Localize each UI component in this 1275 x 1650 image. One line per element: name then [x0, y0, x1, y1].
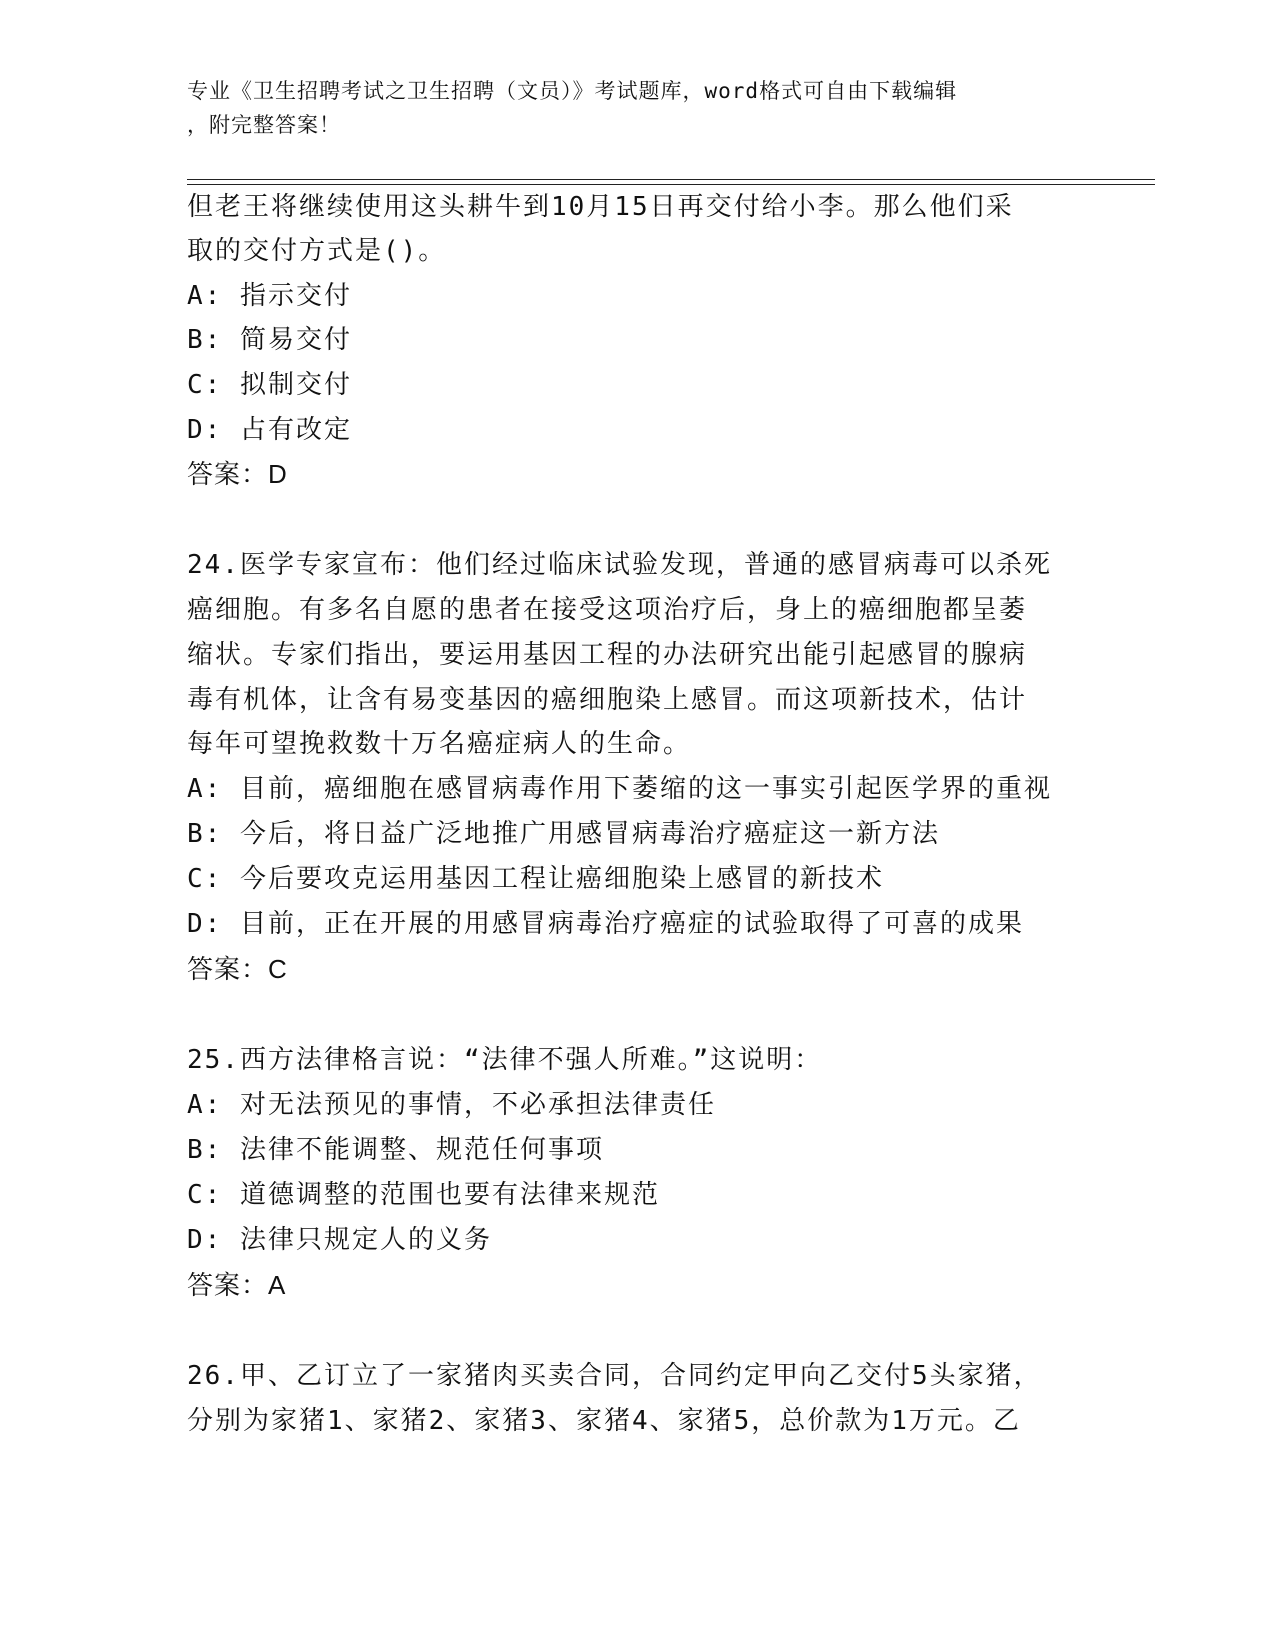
q23-answer: 答案：D: [187, 459, 288, 489]
q25-text-line: 25.西方法律格言说：“法律不强人所难。”这说明：: [187, 1045, 823, 1075]
q25-option-b: B: 法律不能调整、规范任何事项: [187, 1135, 604, 1165]
header-line-1: 专业《卫生招聘考试之卫生招聘（文员）》考试题库，word格式可自由下载编辑: [187, 79, 958, 103]
q26-text-line: 26.甲、乙订立了一家猪肉买卖合同，合同约定甲向乙交付5头家猪，: [187, 1361, 1042, 1391]
q24-text-line: 24.医学专家宣布：他们经过临床试验发现，普通的感冒病毒可以杀死: [187, 550, 1052, 580]
q25-option-c: C: 道德调整的范围也要有法律来规范: [187, 1180, 660, 1210]
q24-option-b: B: 今后，将日益广泛地推广用感冒病毒治疗癌症这一新方法: [187, 819, 940, 849]
q25-option-d: D: 法律只规定人的义务: [187, 1225, 492, 1255]
q25-option-a: A: 对无法预见的事情，不必承担法律责任: [187, 1090, 716, 1120]
q25-answer: 答案：A: [187, 1270, 287, 1300]
q23-option-d: D: 占有改定: [187, 415, 352, 445]
q23-text-line: 但老王将继续使用这头耕牛到10月15日再交付给小李。那么他们采: [187, 192, 1014, 222]
q24-option-a: A: 目前，癌细胞在感冒病毒作用下萎缩的这一事实引起医学界的重视: [187, 774, 1052, 804]
q24-text-line: 缩状。专家们指出，要运用基因工程的办法研究出能引起感冒的腺病: [187, 640, 1028, 670]
q23-option-c: C: 拟制交付: [187, 370, 352, 400]
q24-option-c: C: 今后要攻克运用基因工程让癌细胞染上感冒的新技术: [187, 864, 884, 894]
q24-text-line: 毒有机体，让含有易变基因的癌细胞染上感冒。而这项新技术，估计: [187, 685, 1028, 715]
q24-answer: 答案：C: [187, 954, 288, 984]
q24-text-line: 每年可望挽救数十万名癌症病人的生命。: [187, 729, 692, 759]
q23-text-line: 取的交付方式是()。: [187, 236, 447, 266]
q24-option-d: D: 目前，正在开展的用感冒病毒治疗癌症的试验取得了可喜的成果: [187, 909, 1024, 939]
header-divider-top: [187, 179, 1155, 180]
page-header: [187, 74, 1087, 142]
header-divider-bottom: [187, 184, 1155, 185]
q26-text-line: 分别为家猪1、家猪2、家猪3、家猪4、家猪5，总价款为1万元。乙: [187, 1406, 1021, 1436]
header-line-2: ，附完整答案！: [187, 113, 341, 137]
q23-option-a: A: 指示交付: [187, 281, 352, 311]
q24-text-line: 癌细胞。有多名自愿的患者在接受这项治疗后，身上的癌细胞都呈萎: [187, 595, 1028, 625]
q23-option-b: B: 简易交付: [187, 325, 352, 355]
